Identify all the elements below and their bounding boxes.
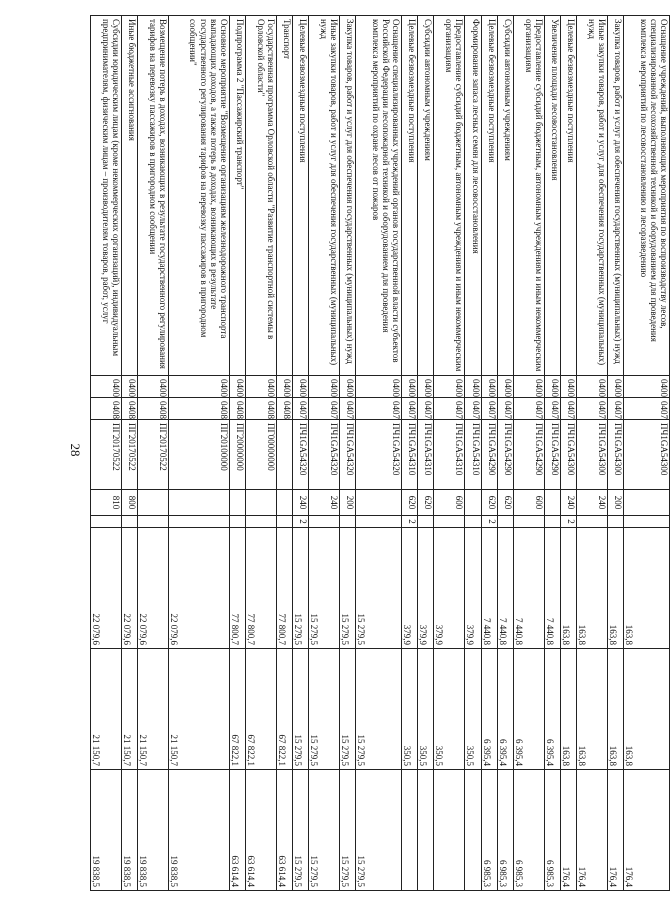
- cell-name: Основное мероприятие "Возмещение организациям железнодорожного транспорта выпадающих доходов, а также потерь в доходах, возникающих в результате государственного регулирования тарифов на перевозку пассажиров в пригородном сообщении": [169, 16, 229, 376]
- cell-amount-3: 15 279,5: [340, 770, 356, 891]
- cell-subsection: 0407: [561, 398, 577, 420]
- cell-code: [309, 516, 340, 528]
- cell-amount-1: 77 800,7: [245, 528, 276, 649]
- cell-subsection: 0407: [418, 398, 434, 420]
- table-row: [91, 16, 122, 891]
- rotated-table-wrapper: [90, 15, 670, 890]
- cell-section: 0400: [293, 376, 309, 398]
- cell-section: 0400: [309, 376, 340, 398]
- table-row: [561, 16, 577, 891]
- cell-code: [497, 516, 513, 528]
- cell-expense-type: 620: [418, 490, 434, 516]
- cell-target-article: ПГ20000000: [229, 420, 245, 490]
- cell-subsection: 0407: [513, 398, 544, 420]
- cell-amount-1: 163,8: [608, 528, 624, 649]
- cell-target-article: ПЧ1GA54310: [418, 420, 434, 490]
- cell-subsection: 0407: [608, 398, 624, 420]
- cell-amount-1: 163,8: [624, 528, 670, 649]
- cell-subsection: 0407: [309, 398, 340, 420]
- cell-amount-3: 19 838,5: [91, 770, 122, 891]
- cell-amount-2: 67 822,1: [276, 649, 292, 770]
- cell-name: Иные бюджетные ассигнования: [122, 16, 138, 376]
- cell-expense-type: 800: [122, 490, 138, 516]
- cell-subsection: 0408: [229, 398, 245, 420]
- cell-amount-3: [465, 770, 481, 891]
- cell-name: Закупка товаров, работ и услуг для обеспечения государственных (муниципальных) нужд: [340, 16, 356, 376]
- cell-amount-1: 7 440,8: [544, 528, 560, 649]
- cell-expense-type: [276, 490, 292, 516]
- cell-expense-type: [624, 490, 670, 516]
- table-row: [418, 16, 434, 891]
- cell-subsection: 0407: [465, 398, 481, 420]
- table-row: [608, 16, 624, 891]
- cell-section: 0400: [481, 376, 497, 398]
- cell-section: 0400: [418, 376, 434, 398]
- cell-target-article: ПЧ1GA54320: [340, 420, 356, 490]
- cell-expense-type: 620: [481, 490, 497, 516]
- cell-section: 0400: [229, 376, 245, 398]
- cell-code: 2: [561, 516, 577, 528]
- cell-subsection: 0407: [356, 398, 402, 420]
- cell-expense-type: 200: [340, 490, 356, 516]
- cell-amount-3: 15 279,5: [293, 770, 309, 891]
- cell-amount-3: [418, 770, 434, 891]
- cell-amount-2: 350,5: [465, 649, 481, 770]
- cell-expense-type: 620: [497, 490, 513, 516]
- cell-expense-type: [229, 490, 245, 516]
- cell-name: Целевые безвозмездные поступления: [293, 16, 309, 376]
- budget-table: [90, 15, 670, 891]
- cell-subsection: 0408: [169, 398, 229, 420]
- cell-name: Целевые безвозмездные поступления: [561, 16, 577, 376]
- cell-amount-1: 22 079,6: [122, 528, 138, 649]
- cell-code: [544, 516, 560, 528]
- cell-subsection: 0407: [402, 398, 418, 420]
- table-row: [356, 16, 402, 891]
- cell-amount-3: 6 985,3: [544, 770, 560, 891]
- cell-name: Целевые безвозмездные поступления: [481, 16, 497, 376]
- cell-amount-3: [402, 770, 418, 891]
- cell-target-article: ПЧ1GA54320: [293, 420, 309, 490]
- cell-amount-2: 21 150,7: [122, 649, 138, 770]
- table-row: [544, 16, 560, 891]
- cell-amount-2: 21 150,7: [138, 649, 169, 770]
- cell-amount-2: 6 395,4: [544, 649, 560, 770]
- cell-amount-3: 6 985,3: [497, 770, 513, 891]
- table-row: [513, 16, 544, 891]
- cell-code: [624, 516, 670, 528]
- cell-amount-1: 15 279,5: [356, 528, 402, 649]
- cell-section: 0400: [245, 376, 276, 398]
- cell-amount-1: 7 440,8: [481, 528, 497, 649]
- cell-section: 0400: [577, 376, 608, 398]
- cell-name: Увеличение площади лесовосстановления: [544, 16, 560, 376]
- cell-expense-type: 240: [577, 490, 608, 516]
- cell-code: [356, 516, 402, 528]
- cell-subsection: 0408: [91, 398, 122, 420]
- table-row: [138, 16, 169, 891]
- cell-subsection: 0408: [245, 398, 276, 420]
- cell-subsection: 0407: [481, 398, 497, 420]
- table-row: [245, 16, 276, 891]
- cell-amount-1: 7 440,8: [497, 528, 513, 649]
- cell-amount-3: 63 614,4: [229, 770, 245, 891]
- cell-name: Закупка товаров, работ и услуг для обеспечения государственных (муниципальных) нужд: [608, 16, 624, 376]
- cell-name: Предоставление субсидий бюджетным, автономным учреждениям и иным некоммерческим организациям: [513, 16, 544, 376]
- cell-target-article: ПГ20100000: [169, 420, 229, 490]
- cell-expense-type: [138, 490, 169, 516]
- cell-amount-2: 163,8: [624, 649, 670, 770]
- cell-amount-2: 15 279,5: [293, 649, 309, 770]
- cell-code: [276, 516, 292, 528]
- cell-code: [340, 516, 356, 528]
- cell-amount-2: 15 279,5: [309, 649, 340, 770]
- cell-expense-type: 240: [309, 490, 340, 516]
- cell-code: [245, 516, 276, 528]
- cell-amount-1: 379,9: [465, 528, 481, 649]
- table-row: [309, 16, 340, 891]
- cell-amount-3: 63 614,4: [245, 770, 276, 891]
- cell-section: 0400: [356, 376, 402, 398]
- cell-amount-3: 176,4: [608, 770, 624, 891]
- table-row: [340, 16, 356, 891]
- cell-amount-1: 379,9: [418, 528, 434, 649]
- table-row: [293, 16, 309, 891]
- cell-section: 0400: [91, 376, 122, 398]
- cell-subsection: 0407: [340, 398, 356, 420]
- cell-code: [608, 516, 624, 528]
- cell-code: [465, 516, 481, 528]
- cell-subsection: 0408: [138, 398, 169, 420]
- cell-expense-type: [465, 490, 481, 516]
- table-row: [276, 16, 292, 891]
- cell-subsection: 0407: [497, 398, 513, 420]
- cell-amount-2: 163,8: [608, 649, 624, 770]
- cell-expense-type: 240: [561, 490, 577, 516]
- table-row: [497, 16, 513, 891]
- cell-code: [229, 516, 245, 528]
- cell-amount-3: 176,4: [561, 770, 577, 891]
- cell-amount-2: 6 395,4: [513, 649, 544, 770]
- cell-target-article: ПЧ1GA54300: [561, 420, 577, 490]
- cell-amount-2: 350,5: [418, 649, 434, 770]
- cell-amount-1: 163,8: [577, 528, 608, 649]
- cell-amount-2: 67 822,1: [245, 649, 276, 770]
- table-row: [577, 16, 608, 891]
- cell-expense-type: [169, 490, 229, 516]
- cell-amount-1: 22 079,6: [138, 528, 169, 649]
- cell-name: Иные закупки товаров, работ и услуг для обеспечения государственных (муниципальных) нужд: [577, 16, 608, 376]
- cell-amount-2: 21 150,7: [91, 649, 122, 770]
- cell-expense-type: 200: [608, 490, 624, 516]
- cell-amount-3: 15 279,5: [356, 770, 402, 891]
- cell-section: 0400: [276, 376, 292, 398]
- cell-section: 0400: [497, 376, 513, 398]
- cell-code: [418, 516, 434, 528]
- cell-amount-2: 350,5: [402, 649, 418, 770]
- cell-target-article: ПЧ1GA54300: [608, 420, 624, 490]
- cell-subsection: 0407: [624, 398, 670, 420]
- cell-name: Возмещение потерь в доходах, возникающих в результате государственного регулирования тарифов на перевозку пассажиров в пригородном сообщении: [138, 16, 169, 376]
- cell-amount-3: 6 985,3: [481, 770, 497, 891]
- cell-section: 0400: [402, 376, 418, 398]
- cell-amount-2: 6 395,4: [481, 649, 497, 770]
- cell-amount-1: 15 279,5: [293, 528, 309, 649]
- page-number: 28: [68, 443, 83, 457]
- table-row: [434, 16, 465, 891]
- cell-section: 0400: [608, 376, 624, 398]
- cell-subsection: 0408: [276, 398, 292, 420]
- cell-expense-type: 240: [293, 490, 309, 516]
- cell-expense-type: 620: [402, 490, 418, 516]
- cell-section: 0400: [465, 376, 481, 398]
- cell-target-article: [276, 420, 292, 490]
- cell-section: 0400: [340, 376, 356, 398]
- cell-code: [91, 516, 122, 528]
- cell-amount-1: 163,8: [561, 528, 577, 649]
- cell-section: 0400: [138, 376, 169, 398]
- table-row: [465, 16, 481, 891]
- cell-target-article: ПЧ1GA54320: [356, 420, 402, 490]
- cell-target-article: ПЧ1GA54290: [481, 420, 497, 490]
- cell-amount-2: 15 279,5: [356, 649, 402, 770]
- cell-target-article: ПГ20170522: [122, 420, 138, 490]
- cell-name: Субсидии юридическим лицам (кроме некоммерческих организаций), индивидуальным предпринимателям, физическим лицам – производителям товаров, работ, услуг: [91, 16, 122, 376]
- cell-name: Иные закупки товаров, работ и услуг для обеспечения государственных (муниципальных) нужд: [309, 16, 340, 376]
- cell-amount-2: 163,8: [577, 649, 608, 770]
- cell-name: Подпрограмма 2 "Пассажирский транспорт": [229, 16, 245, 376]
- cell-code: [513, 516, 544, 528]
- cell-amount-3: 176,4: [577, 770, 608, 891]
- table-row: [481, 16, 497, 891]
- table-row: [169, 16, 229, 891]
- cell-amount-1: 15 279,5: [340, 528, 356, 649]
- table-body: [91, 16, 670, 891]
- cell-expense-type: 600: [513, 490, 544, 516]
- cell-target-article: ПГ00000000: [245, 420, 276, 490]
- cell-target-article: ПГ20170522: [91, 420, 122, 490]
- cell-name: Целевые безвозмездные поступления: [402, 16, 418, 376]
- cell-amount-1: 379,9: [402, 528, 418, 649]
- cell-amount-2: 350,5: [434, 649, 465, 770]
- cell-amount-2: 163,8: [561, 649, 577, 770]
- cell-amount-3: 19 838,5: [122, 770, 138, 891]
- cell-amount-3: [434, 770, 465, 891]
- cell-section: 0400: [434, 376, 465, 398]
- cell-name: Формирование запаса лесных семян для лесовосстановления: [465, 16, 481, 376]
- cell-code: [577, 516, 608, 528]
- cell-amount-3: 15 279,5: [309, 770, 340, 891]
- cell-amount-3: 19 838,5: [138, 770, 169, 891]
- cell-section: 0400: [122, 376, 138, 398]
- cell-code: 2: [481, 516, 497, 528]
- cell-section: 0400: [544, 376, 560, 398]
- cell-amount-2: 67 822,1: [229, 649, 245, 770]
- cell-amount-3: 19 838,5: [169, 770, 229, 891]
- cell-expense-type: [245, 490, 276, 516]
- table-row: [229, 16, 245, 891]
- cell-name: Оснащение учреждений, выполняющих мероприятия по воспроизводству лесов, специализированной лесохозяйственной техникой и оборудованием для проведения комплекса мероприятий по лесовосстановлению и лесоразведению: [624, 16, 670, 376]
- cell-target-article: ПЧ1GA54310: [465, 420, 481, 490]
- cell-target-article: ПЧ1GA54310: [434, 420, 465, 490]
- cell-name: Транспорт: [276, 16, 292, 376]
- cell-expense-type: [544, 490, 560, 516]
- cell-amount-1: 15 279,5: [309, 528, 340, 649]
- cell-target-article: ПЧ1GA54290: [497, 420, 513, 490]
- cell-section: 0400: [169, 376, 229, 398]
- cell-subsection: 0407: [293, 398, 309, 420]
- cell-amount-3: 63 614,4: [276, 770, 292, 891]
- cell-code: [122, 516, 138, 528]
- cell-code: [169, 516, 229, 528]
- cell-subsection: 0407: [544, 398, 560, 420]
- cell-name: Субсидии автономным учреждениям: [497, 16, 513, 376]
- cell-code: [434, 516, 465, 528]
- cell-target-article: ПЧ1GA54310: [402, 420, 418, 490]
- cell-code: [138, 516, 169, 528]
- cell-amount-3: 6 985,3: [513, 770, 544, 891]
- cell-amount-3: 176,4: [624, 770, 670, 891]
- cell-subsection: 0407: [577, 398, 608, 420]
- cell-amount-1: 379,9: [434, 528, 465, 649]
- cell-amount-1: 77 800,7: [229, 528, 245, 649]
- cell-amount-2: 21 150,7: [169, 649, 229, 770]
- table-row: [402, 16, 418, 891]
- cell-section: 0400: [513, 376, 544, 398]
- cell-target-article: ПГ20170522: [138, 420, 169, 490]
- cell-section: 0400: [561, 376, 577, 398]
- cell-amount-1: 22 079,6: [91, 528, 122, 649]
- cell-expense-type: [356, 490, 402, 516]
- cell-expense-type: 810: [91, 490, 122, 516]
- cell-name: Государственная программа Орловской области "Развитие транспортной системы в Орловской области": [245, 16, 276, 376]
- cell-expense-type: 600: [434, 490, 465, 516]
- cell-subsection: 0408: [122, 398, 138, 420]
- cell-amount-1: 22 079,6: [169, 528, 229, 649]
- cell-target-article: ПЧ1GA54290: [544, 420, 560, 490]
- cell-code: 2: [293, 516, 309, 528]
- table-row: [122, 16, 138, 891]
- cell-name: Оснащение специализированных учреждений органов государственной власти субъектов Российской Федерации лесопожарной техникой и оборудованием для проведения комплекса мероприятий по охране лесов от пожаров: [356, 16, 402, 376]
- cell-subsection: 0407: [434, 398, 465, 420]
- cell-target-article: ПЧ1GA54320: [309, 420, 340, 490]
- cell-target-article: ПЧ1GA54300: [577, 420, 608, 490]
- cell-amount-2: 15 279,5: [340, 649, 356, 770]
- cell-code: 2: [402, 516, 418, 528]
- cell-amount-2: 6 395,4: [497, 649, 513, 770]
- cell-amount-1: 77 800,7: [276, 528, 292, 649]
- cell-name: Субсидии автономным учреждениям: [418, 16, 434, 376]
- cell-name: Предоставление субсидий бюджетным, автономным учреждениям и иным некоммерческим организациям: [434, 16, 465, 376]
- table-row: [624, 16, 670, 891]
- cell-target-article: ПЧ1GA54290: [513, 420, 544, 490]
- cell-section: 0400: [624, 376, 670, 398]
- cell-amount-1: 7 440,8: [513, 528, 544, 649]
- cell-target-article: ПЧ1GA54300: [624, 420, 670, 490]
